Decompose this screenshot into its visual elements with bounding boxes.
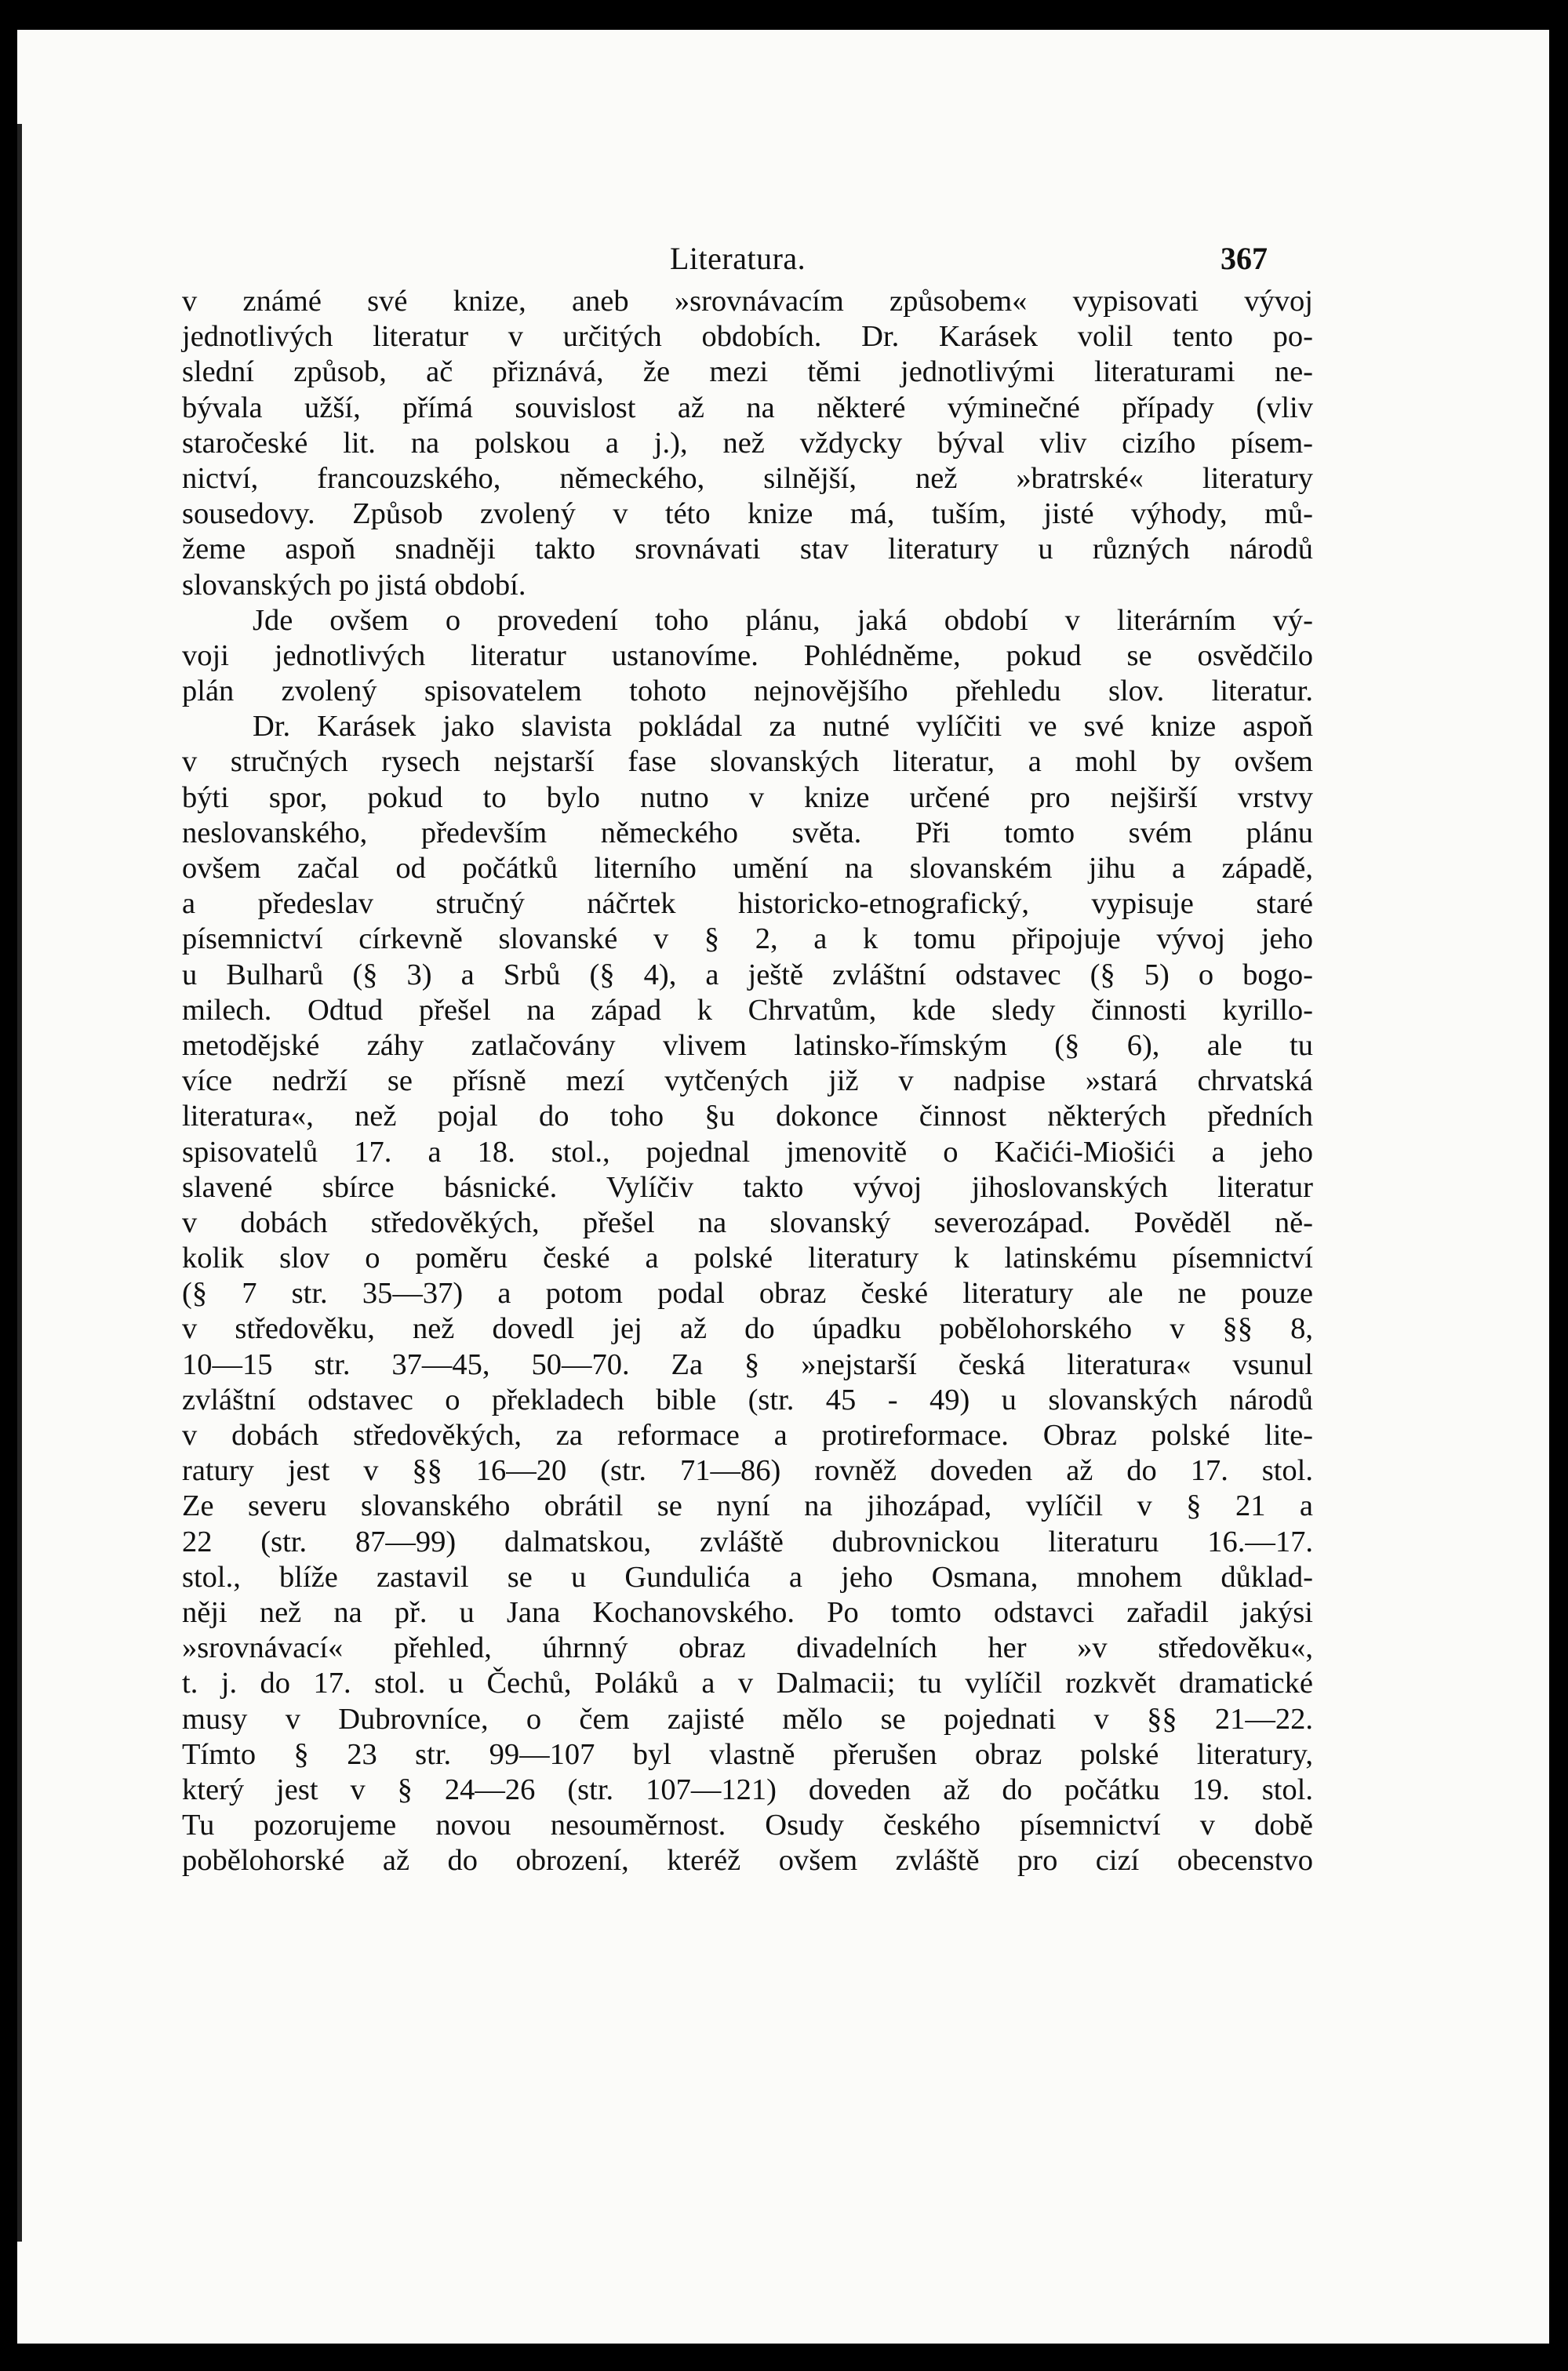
text-line: staročeské lit. na polskou a j.), než vždycky býval vliv cizího písem- [182,426,1313,460]
text-line: kolik slov o poměru české a polské literatury k latinskému písemnictví [182,1242,1313,1275]
text-line: »srovnávací« přehled, úhrnný obraz divadelních her »v středověku«, [182,1631,1313,1665]
text-line: sousedovy. Způsob zvolený v této knize má, tuším, jisté výhody, mů- [182,497,1313,531]
text-line: a předeslav stručný náčrtek historicko-etnografický, vypisuje staré [182,887,1313,921]
text-line: žeme aspoň snadněji takto srovnávati stav literatury u různých národů [182,533,1313,566]
text-line: v stručných rysech nejstarší fase slovanských literatur, a mohl by ovšem [182,745,1313,779]
text-line: Ze severu slovanského obrátil se nyní na jihozápad, vylíčil v § 21 a [182,1489,1313,1523]
text-line: býti spor, pokud to bylo nutno v knize určené pro nejširší vrstvy [182,780,1313,814]
text-line: plán zvolený spisovatelem tohoto nejnovějšího přehledu slov. literatur. [182,675,1313,708]
text-line: více nedrží se přísně mezí vytčených již v nadpise »stará chrvatská [182,1064,1313,1098]
text-line: stol., blíže zastavil se u Gundulića a jeho Osmana, mnohem důklad- [182,1560,1313,1594]
binding-edge [17,124,22,2242]
running-header: Literatura. [670,241,806,276]
text-line: v středověku, než dovedl jej až do úpadku pobělohorského v §§ 8, [182,1312,1313,1346]
text-line: ratury jest v §§ 16—20 (str. 71—86) rovněž doveden až do 17. stol. [182,1454,1313,1488]
text-line: v známé své knize, aneb »srovnávacím způsobem« vypisovati vývoj [182,285,1313,318]
text-line: Jde ovšem o provedení toho plánu, jaká období v literárním vý- [253,603,1313,637]
text-line: metodějské záhy zatlačovány vlivem latinsko-římským (§ 6), ale tu [182,1028,1313,1062]
text-line: pobělohorské až do obrození, kteréž ovšem zvláště pro cizí obecenstvo [182,1844,1313,1878]
text-line: Dr. Karásek jako slavista pokládal za nutné vylíčiti ve své knize aspoň [253,710,1313,744]
text-line: u Bulharů (§ 3) a Srbů (§ 4), a ještě zvláštní odstavec (§ 5) o bogo- [182,958,1313,991]
text-line: t. j. do 17. stol. u Čechů, Poláků a v Dalmacii; tu vylíčil rozkvět dramatické [182,1667,1313,1700]
text-line: musy v Dubrovníce, o čem zajisté mělo se pojednati v §§ 21—22. [182,1702,1313,1736]
text-line: 22 (str. 87—99) dalmatskou, zvláště dubrovnickou literaturu 16.—17. [182,1525,1313,1558]
text-line: něji než na př. u Jana Kochanovského. Po tomto odstavci zařadil jakýsi [182,1595,1313,1629]
text-line: ovšem začal od počátků literního umění na slovanském jihu a západě, [182,852,1313,885]
text-line: (§ 7 str. 35—37) a potom podal obraz české literatury ale ne pouze [182,1277,1313,1311]
text-line: v dobách středověkých, přešel na slovanský severozápad. Pověděl ně- [182,1206,1313,1239]
text-line: bývala užší, přímá souvislost až na některé výminečné případy (vliv [182,391,1313,424]
text-line: 10—15 str. 37—45, 50—70. Za § »nejstarší česká literatura« vsunul [182,1347,1313,1381]
text-line: neslovanského, především německého světa. Při tomto svém plánu [182,816,1313,849]
text-line: nictví, francouzského, německého, silnější, než »bratrské« literatury [182,461,1313,495]
book-page [17,30,1549,2344]
text-line: zvláštní odstavec o překladech bible (str. 45 - 49) u slovanských národů [182,1383,1313,1416]
page-number: 367 [1221,241,1268,276]
text-line: literatura«, než pojal do toho §u dokonce činnost některých předních [182,1100,1313,1133]
text-line: milech. Odtud přešel na západ k Chrvatům, kde sledy činnosti kyrillo- [182,993,1313,1027]
text-line: spisovatelů 17. a 18. stol., pojednal jmenovitě o Kačići-Miošići a jeho [182,1135,1313,1169]
body-text [182,284,1313,1878]
text-line: Tu pozorujeme novou nesouměrnost. Osudy českého písemnictví v době [182,1809,1313,1842]
text-line: voji jednotlivých literatur ustanovíme. Pohlédněme, pokud se osvědčilo [182,638,1313,672]
text-line: v dobách středověkých, za reformace a protireformace. Obraz polské lite- [182,1419,1313,1452]
text-line: jednotlivých literatur v určitých obdobích. Dr. Karásek volil tento po- [182,320,1313,354]
text-line: který jest v § 24—26 (str. 107—121) doveden až do počátku 19. stol. [182,1773,1313,1806]
text-line: slavené sbírce básnické. Vylíčiv takto vývoj jihoslovanských literatur [182,1170,1313,1204]
text-line: Tímto § 23 str. 99—107 byl vlastně přerušen obraz polské literatury, [182,1737,1313,1771]
text-line: písemnictví církevně slovanské v § 2, a k tomu připojuje vývoj jeho [182,922,1313,956]
text-line: slovanských po jistá období. [182,568,526,602]
text-line: slední způsob, ač přiznává, že mezi těmi jednotlivými literaturami ne- [182,355,1313,389]
